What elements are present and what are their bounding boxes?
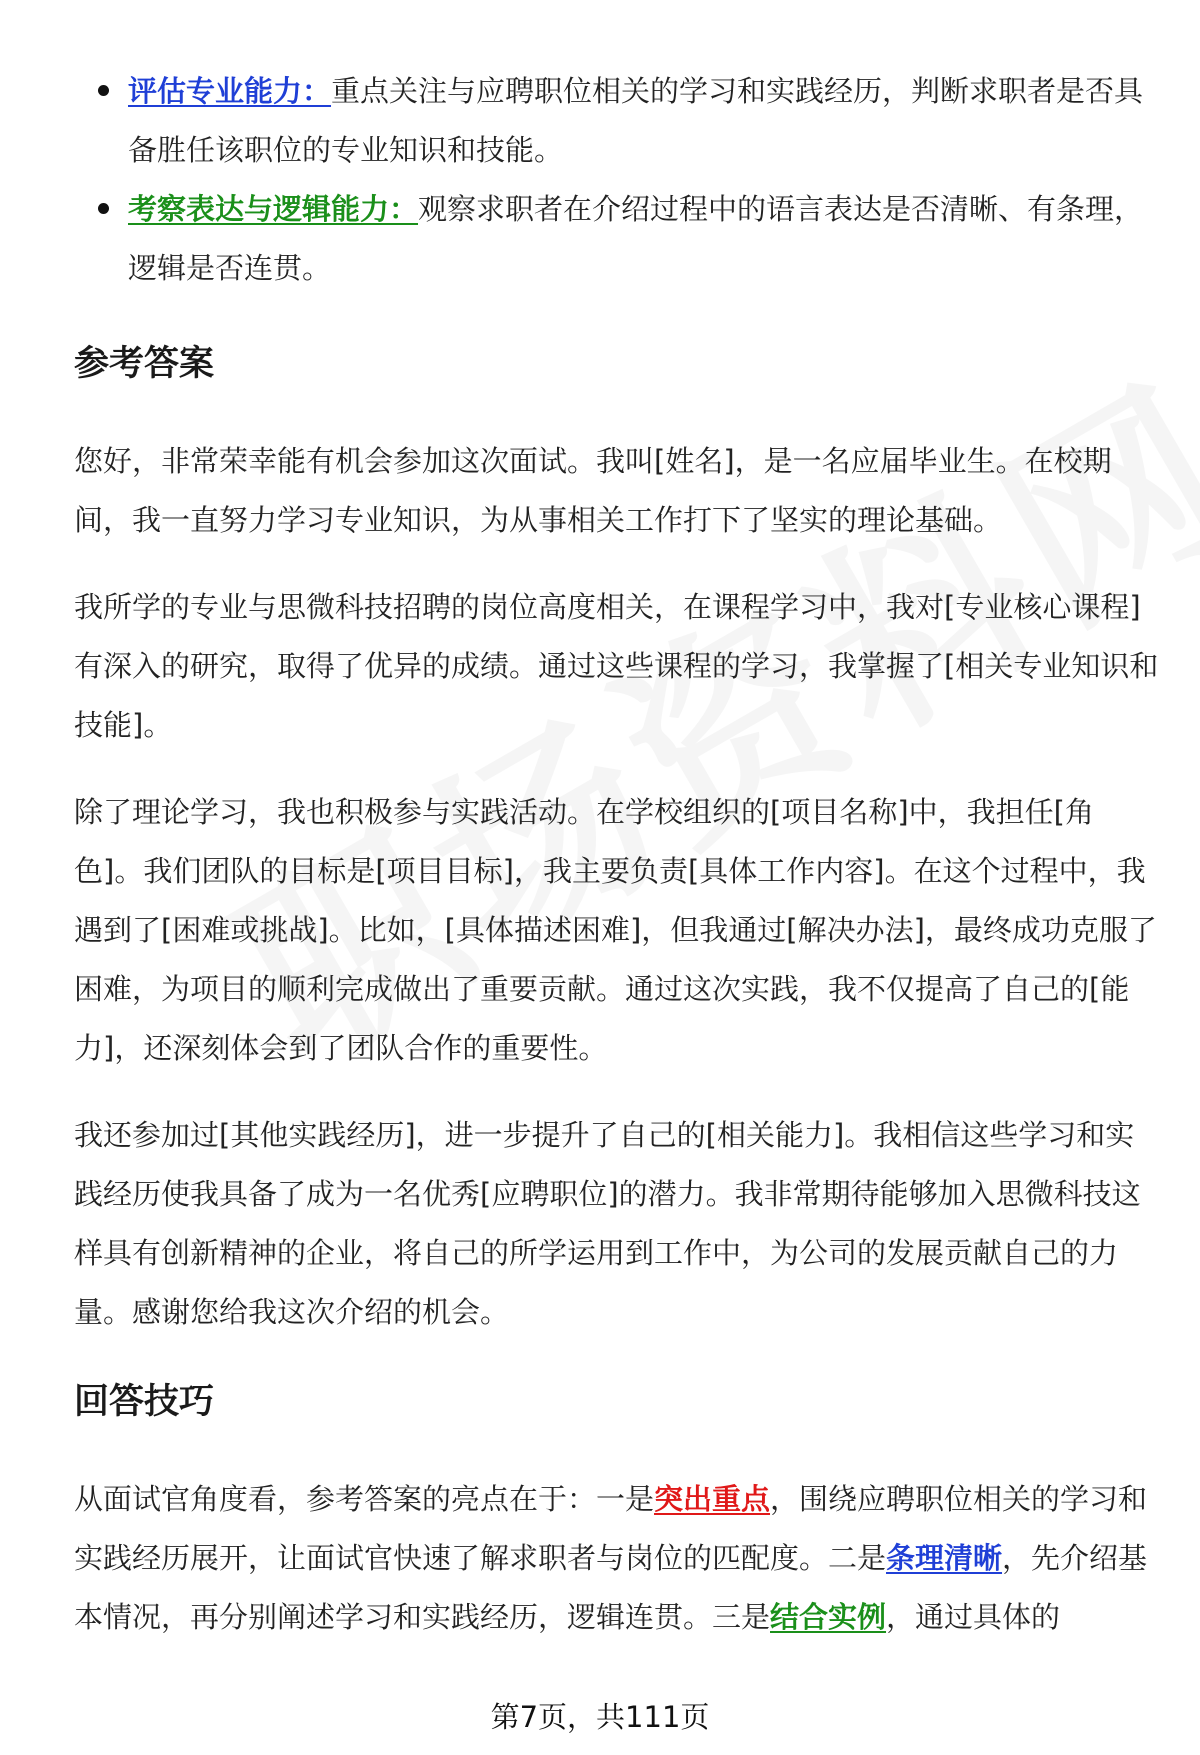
answer-paragraph: 除了理论学习，我也积极参与实践活动。在学校组织的[项目名称]中，我担任[角色]。我们团队的目标是[项目目标]，我主要负责[具体工作内容]。在这个过程中，我遇到了[困难或挑战]。比如，[具体描述困难]，但我通过[解决办法]，最终成功克服了困难，为项目的顺利完成做出了重要贡献。通过这次实践，我不仅提高了自己的[能力]，还深刻体会到了团队合作的重要性。 xyxy=(74,795,1157,1065)
page-number: 第7页，共111页 xyxy=(490,1700,710,1734)
keyword-highlight: 突出重点 xyxy=(654,1482,771,1516)
tips-text: ，围绕应聘职位相关的学习和实践经历展开，让面试官快速了解求职者与岗位的匹配度。二是 xyxy=(74,1482,1148,1575)
criteria-label: 考察表达与逻辑能力： xyxy=(128,192,419,226)
tips-text: 从面试官角度看，参考答案的亮点在于：一是 xyxy=(74,1482,655,1516)
document-page xyxy=(74,62,1159,1675)
list-item xyxy=(74,180,1159,298)
criteria-text: 观察求职者在介绍过程中的语言表达是否清晰、有条理，逻辑是否连贯。 xyxy=(128,192,1144,285)
section-title-answer-tips: 回答技巧 xyxy=(74,1382,215,1422)
keyword-highlight: 结合实例 xyxy=(770,1600,887,1634)
bullet-dot-icon xyxy=(98,85,109,96)
section-title-reference-answer: 参考答案 xyxy=(74,344,215,384)
criteria-label: 评估专业能力： xyxy=(128,74,332,108)
answer-paragraph: 您好，非常荣幸能有机会参加这次面试。我叫[姓名]，是一名应届毕业生。在校期间，我一直努力学习专业知识，为从事相关工作打下了坚实的理论基础。 xyxy=(74,444,1112,537)
answer-paragraph: 我还参加过[其他实践经历]，进一步提升了自己的[相关能力]。我相信这些学习和实践经历使我具备了成为一名优秀[应聘职位]的潜力。我非常期待能够加入思微科技这样具有创新精神的企业，将自己的所学运用到工作中，为公司的发展贡献自己的力量。感谢您给我这次介绍的机会。 xyxy=(74,1118,1141,1329)
list-item xyxy=(74,62,1159,180)
tips-text: ，先介绍基本情况，再分别阐述学习和实践经历，逻辑连贯。三是 xyxy=(74,1541,1148,1634)
criteria-text: 重点关注与应聘职位相关的学习和实践经历，判断求职者是否具备胜任该职位的专业知识和技能。 xyxy=(128,74,1144,167)
tips-paragraph xyxy=(74,1470,1159,1647)
bullet-dot-icon xyxy=(98,203,109,214)
tips-text: ，通过具体的 xyxy=(886,1600,1061,1634)
answer-paragraph: 我所学的专业与思微科技招聘的岗位高度相关，在课程学习中，我对[专业核心课程]有深入的研究，取得了优异的成绩。通过这些课程的学习，我掌握了[相关专业知识和技能]。 xyxy=(74,590,1159,742)
keyword-highlight: 条理清晰 xyxy=(886,1541,1003,1575)
criteria-list xyxy=(74,62,1159,298)
